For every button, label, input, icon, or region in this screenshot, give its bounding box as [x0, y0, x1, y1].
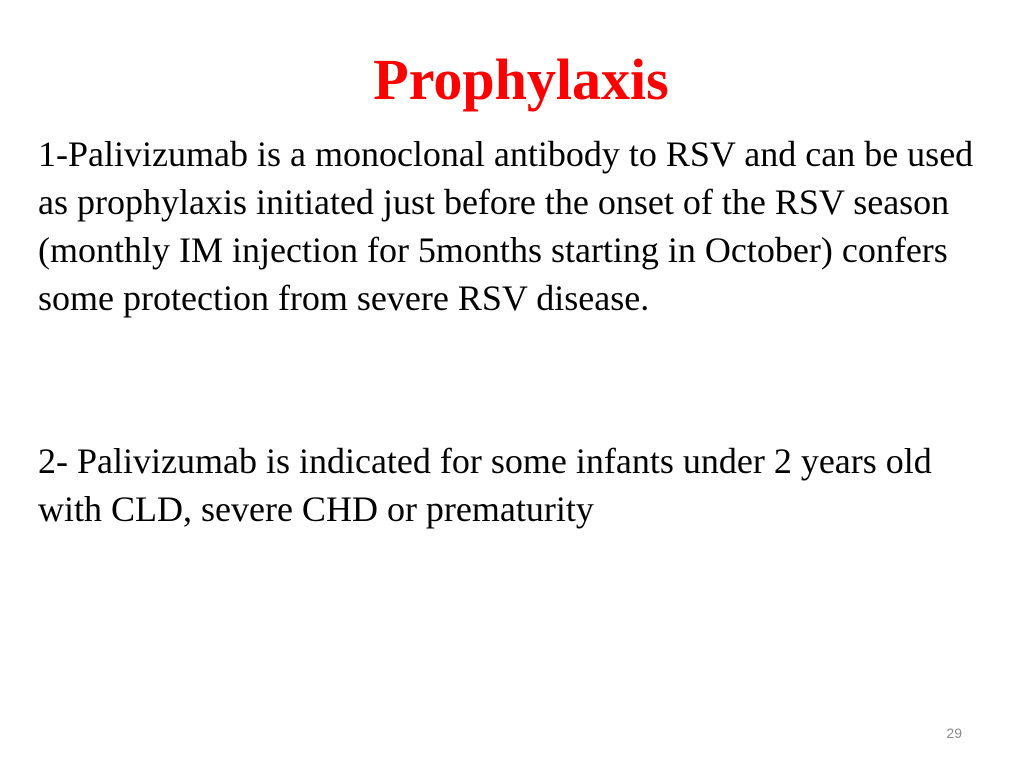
paragraph-palivizumab-indications: 2- Palivizumab is indicated for some infants under 2 years old with CLD, severe CHD or prematurity [38, 441, 932, 529]
paragraph-palivizumab-prophylaxis: 1-Palivizumab is a monoclonal antibody to RSV and can be used as prophylaxis initiated just before the onset of the RSV season (monthly IM injection for 5months starting in October) confers some protection from severe RSV disease. [38, 134, 974, 318]
slide-title: Prophylaxis [373, 47, 669, 112]
page-number: 29 [946, 725, 962, 741]
